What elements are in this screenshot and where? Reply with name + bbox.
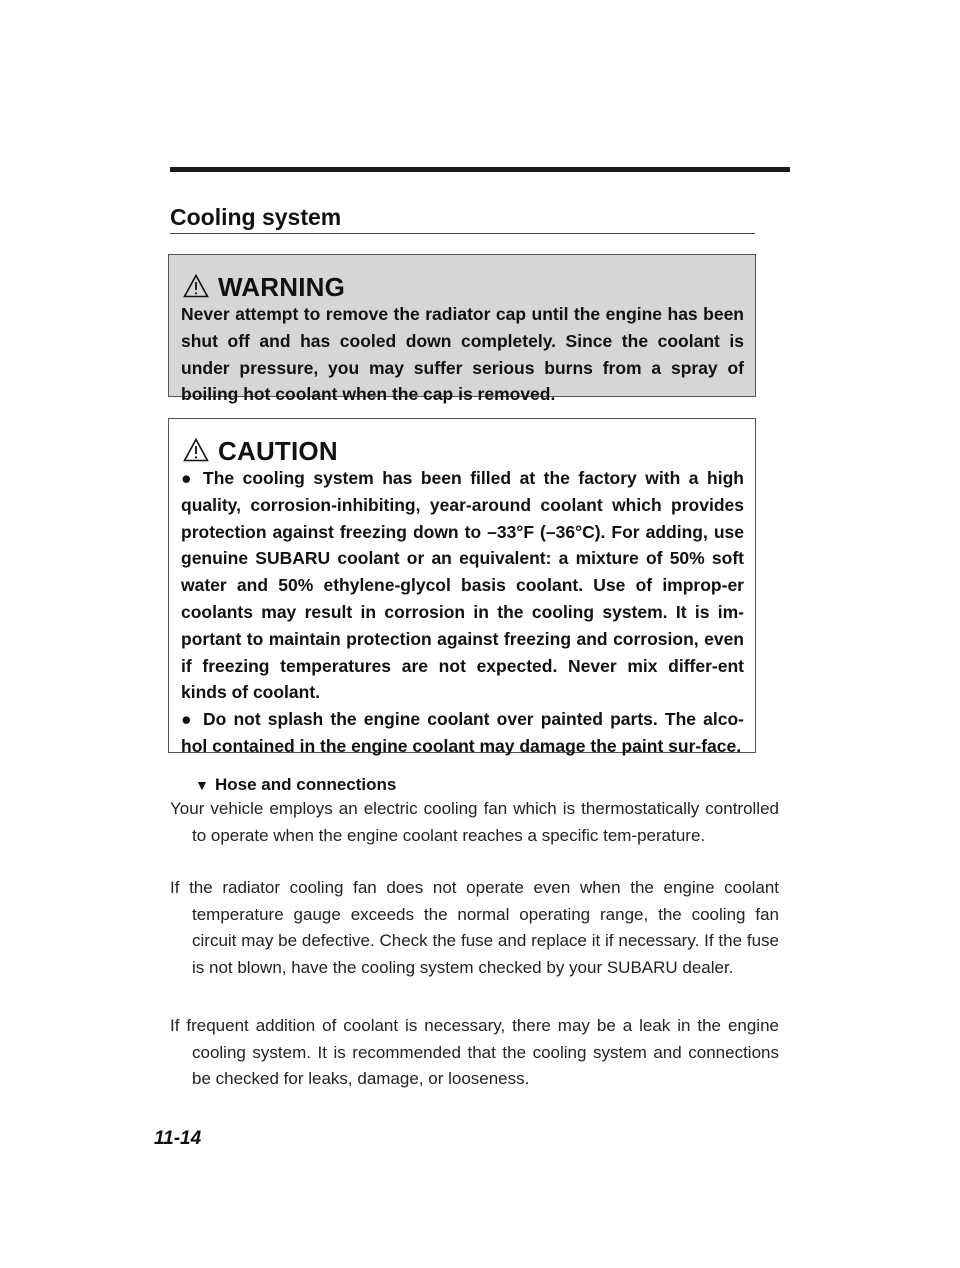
warning-header <box>183 263 744 301</box>
title-underline <box>170 233 755 234</box>
caution-bullet <box>181 465 744 706</box>
caution-bullet-text: The cooling system has been filled at the factory with a high quality, corrosion-inhibiting, year-around coolant which provides protection against freezing down to –33°F (–36°C). For adding, use genuine SUBARU coolant or an equivalent: a mixture of 50% soft water and 50% ethylene-glycol basis coolant. Use of improp-er coolants may result in corrosion in the cooling system. It is im-portant to maintain protection against freezing and corrosion, even if freezing temperatures are not expected. Never mix differ-ent kinds of coolant. <box>181 468 744 703</box>
caution-box <box>168 418 756 756</box>
bullet-icon: ● <box>181 468 192 488</box>
caution-header <box>183 427 744 465</box>
body-paragraph: Your vehicle employs an electric cooling fan which is thermostatically controlled to operate when the engine coolant reaches a specific tem-perature. <box>170 799 779 845</box>
caution-label: CAUTION <box>218 436 338 466</box>
section-title: Cooling system <box>170 204 342 230</box>
body-paragraph: If frequent addition of coolant is necessary, there may be a leak in the engine cooling system. It is recommended that the cooling system and connections be checked for leaks, damage, or looseness. <box>170 1016 779 1088</box>
warning-label: WARNING <box>218 272 346 302</box>
warning-text: Never attempt to remove the radiator cap until the engine has been shut off and has cooled down completely. Since the coolant is under pressure, you may suffer serious burns from a spray of boiling hot coolant when the cap is removed. <box>181 304 744 405</box>
bullet-icon: ● <box>181 709 192 730</box>
body-paragraph: If the radiator cooling fan does not operate even when the engine coolant temperature gauge exceeds the normal operating range, the cooling fan circuit may be defective. Check the fuse and replace it if necessary. If the fuse is not blown, have the cooling system checked by your SUBARU dealer. <box>170 878 779 977</box>
triangle-down-icon: ▼ <box>195 777 209 793</box>
caution-triangle-icon <box>183 438 209 462</box>
warning-box <box>168 254 756 405</box>
hose-heading <box>195 772 396 798</box>
top-rule <box>170 167 790 172</box>
caution-bullet <box>181 706 744 760</box>
hose-heading-text: Hose and connections <box>215 775 397 794</box>
page-number: 11-14 <box>154 1128 202 1149</box>
warning-triangle-icon <box>183 274 209 298</box>
caution-bullet-text: Do not splash the engine coolant over painted parts. The alco-hol contained in the engine coolant may damage the paint sur-face. <box>181 709 744 756</box>
